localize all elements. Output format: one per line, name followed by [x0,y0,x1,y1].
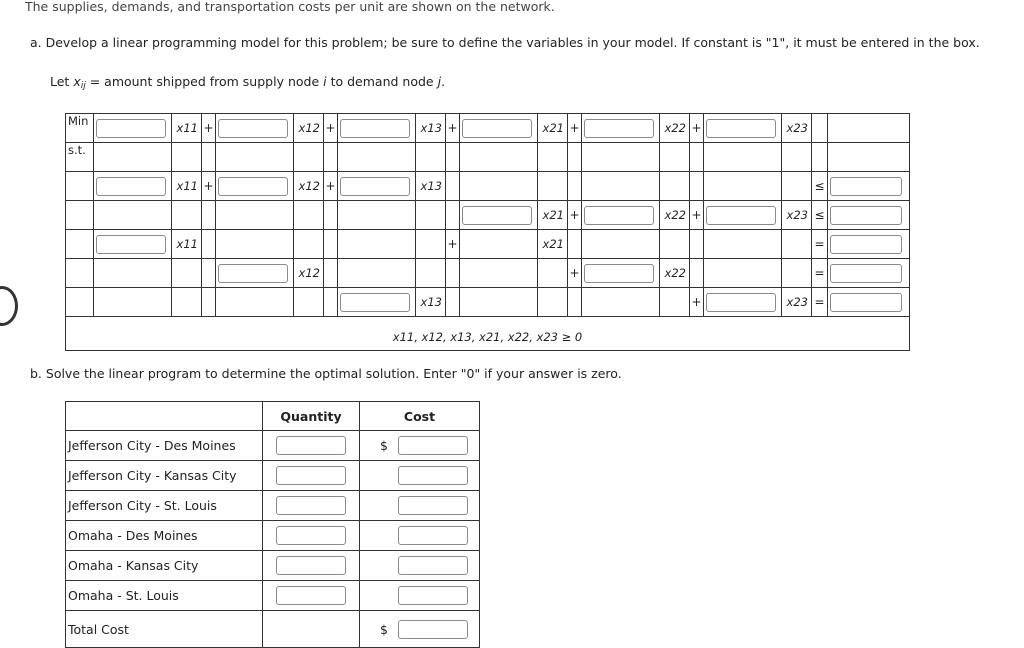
part-b-instructions: b. Solve the linear program to determine the optimal solution. Enter "0" if your answer is zero. [30,366,622,381]
var-x21: x21 [538,114,568,143]
plus-sign: + [446,114,460,143]
c1-coef-x13[interactable] [340,177,410,196]
var-x23: x23 [782,201,812,230]
route-label: Omaha - St. Louis [66,581,263,611]
total-row [66,611,480,648]
st-label: s.t. [66,143,94,172]
constraint-row [66,288,910,317]
c4-coef-x22[interactable] [584,264,654,283]
route-label: Omaha - Kansas City [66,551,263,581]
obj-coef-x23[interactable] [706,119,776,138]
dollar-sign: $ [380,438,388,453]
plus-sign: + [324,114,338,143]
quantity-input[interactable] [276,586,346,605]
c5-coef-x13[interactable] [340,293,410,312]
var-x13: x13 [416,288,446,317]
plus-sign: + [446,230,460,259]
var-x12: x12 [294,172,324,201]
cost-input[interactable] [398,466,468,485]
lp-model-table [65,113,910,351]
nonneg-row [66,317,910,351]
var-x22: x22 [660,114,690,143]
quantity-input[interactable] [276,466,346,485]
var-x11: x11 [172,114,202,143]
obj-coef-x21[interactable] [462,119,532,138]
solution-header-row [66,402,480,431]
plus-sign: + [324,172,338,201]
eq-sign: = [812,288,828,317]
quantity-input[interactable] [276,556,346,575]
constraint-row [66,201,910,230]
c4-rhs[interactable] [830,264,902,283]
st-row [66,143,910,172]
quantity-input[interactable] [276,436,346,455]
table-row [66,581,480,611]
header-quantity: Quantity [263,402,360,431]
var-x12: x12 [294,114,324,143]
constraint-row [66,230,910,259]
var-x21: x21 [538,230,568,259]
var-x22: x22 [660,259,690,288]
cost-input[interactable] [398,496,468,515]
solution-table [65,401,480,648]
plus-sign: + [568,259,582,288]
plus-sign: + [202,114,216,143]
var-x13: x13 [416,172,446,201]
c1-coef-x11[interactable] [96,177,166,196]
var-x13: x13 [416,114,446,143]
var-x22: x22 [660,201,690,230]
c2-coef-x22[interactable] [584,206,654,225]
cost-input[interactable] [398,436,468,455]
scroll-circle-icon [0,286,18,326]
constraint-row [66,259,910,288]
nonnegativity-constraint: x11, x12, x13, x21, x22, x23 ≥ 0 [66,317,910,351]
min-label: Min [66,114,94,143]
var-x21: x21 [538,201,568,230]
plus-sign: + [568,201,582,230]
le-sign: ≤ [812,201,828,230]
intro-text: The supplies, demands, and transportation costs per unit are shown on the network. [25,0,555,14]
plus-sign: + [690,114,704,143]
total-cost-label: Total Cost [66,611,263,648]
obj-coef-x22[interactable] [584,119,654,138]
table-row [66,521,480,551]
c3-coef-x11[interactable] [96,235,166,254]
c4-coef-x12[interactable] [218,264,288,283]
var-x23: x23 [782,114,812,143]
c1-rhs[interactable] [830,177,902,196]
var-x23: x23 [782,288,812,317]
header-blank [66,402,263,431]
cost-input[interactable] [398,556,468,575]
plus-sign: + [690,201,704,230]
table-row [66,461,480,491]
c2-coef-x23[interactable] [706,206,776,225]
plus-sign: + [202,172,216,201]
c2-coef-x21[interactable] [462,206,532,225]
objective-row [66,114,910,143]
table-row [66,431,480,461]
obj-coef-x13[interactable] [340,119,410,138]
plus-sign: + [568,114,582,143]
quantity-input[interactable] [276,496,346,515]
cost-input[interactable] [398,586,468,605]
header-cost: Cost [360,402,480,431]
obj-coef-x11[interactable] [96,119,166,138]
c3-rhs[interactable] [830,235,902,254]
c2-rhs[interactable] [830,206,902,225]
eq-sign: = [812,230,828,259]
route-label: Jefferson City - Des Moines [66,431,263,461]
quantity-input[interactable] [276,526,346,545]
total-cost-input[interactable] [398,620,468,639]
c5-rhs[interactable] [830,293,902,312]
var-x11: x11 [172,172,202,201]
c1-coef-x12[interactable] [218,177,288,196]
var-x12: x12 [294,259,324,288]
part-a-instructions: a. Develop a linear programming model for this problem; be sure to define the variables in your model. If constant is "1", it must be entered in the box. [30,35,980,50]
constraint-row [66,172,910,201]
obj-coef-x12[interactable] [218,119,288,138]
c5-coef-x23[interactable] [706,293,776,312]
route-label: Omaha - Des Moines [66,521,263,551]
table-row [66,491,480,521]
cost-input[interactable] [398,526,468,545]
var-x11: x11 [172,230,202,259]
variable-definition: Let $x_{ij}$ = amount shipped from supply node i to demand node j. [50,74,446,91]
plus-sign: + [690,288,704,317]
eq-sign: = [812,259,828,288]
route-label: Jefferson City - Kansas City [66,461,263,491]
route-label: Jefferson City - St. Louis [66,491,263,521]
dollar-sign: $ [380,621,388,637]
le-sign: ≤ [812,172,828,201]
table-row [66,551,480,581]
